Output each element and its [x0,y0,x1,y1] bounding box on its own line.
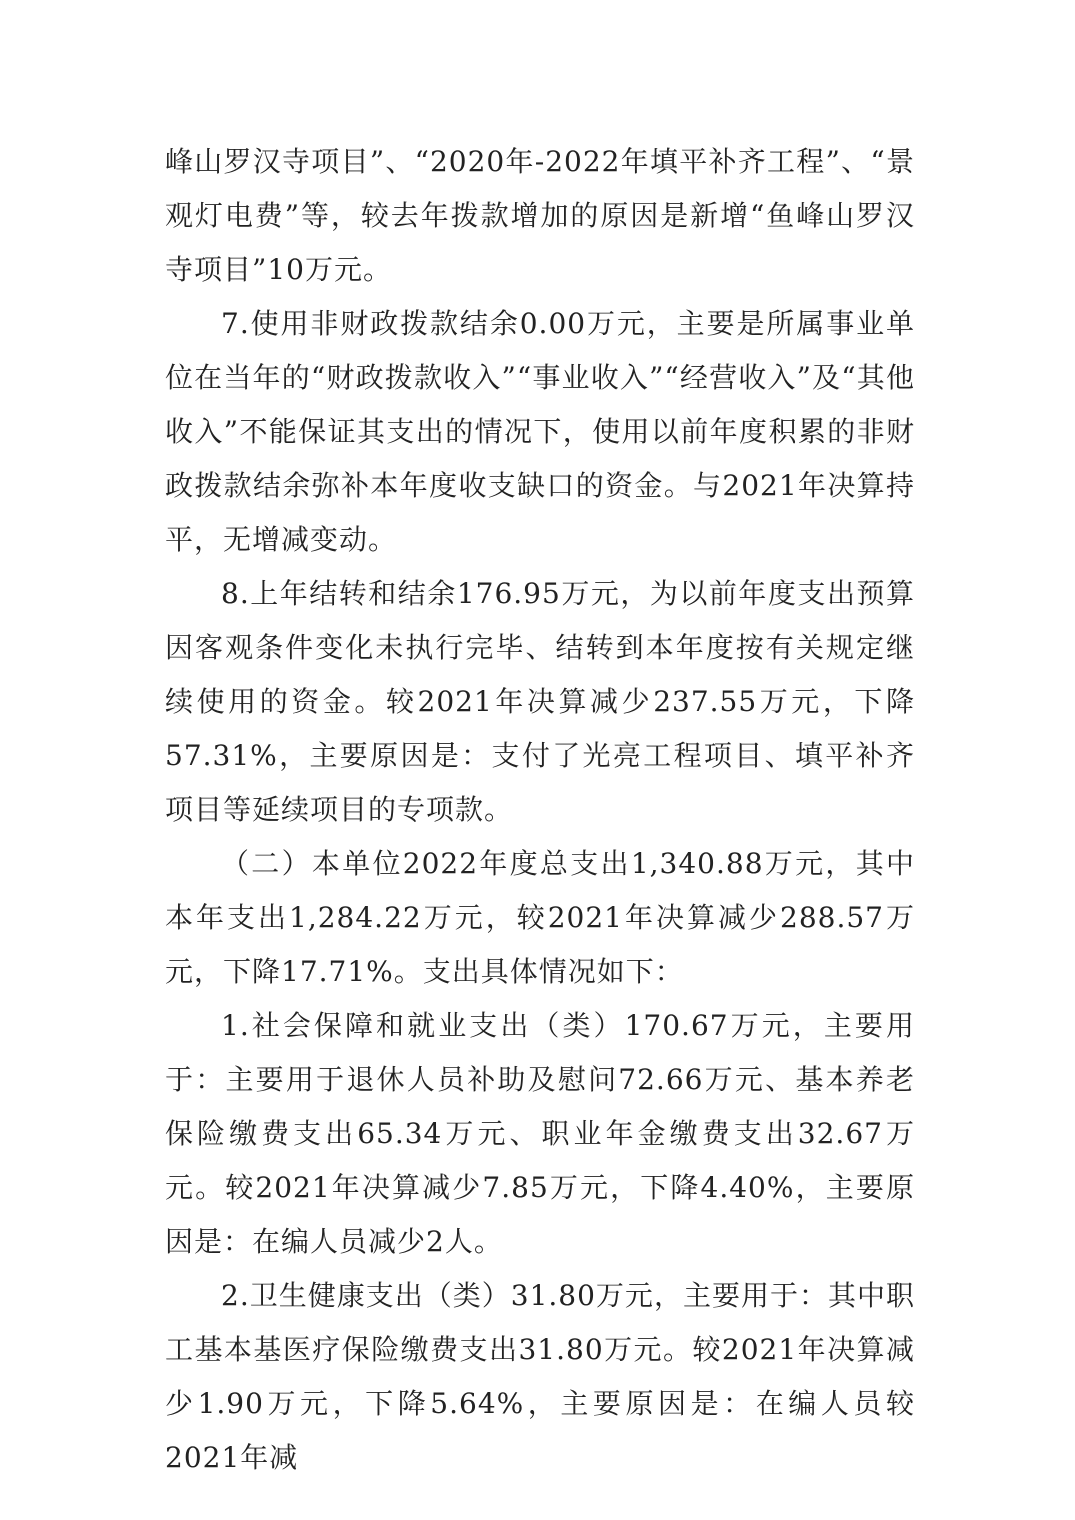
document-body [165,135,915,1485]
paragraph-section-2: （二）本单位2022年度总支出1,340.88万元，其中本年支出1,284.22万元，较2021年决算减少288.57万元，下降17.71%。支出具体情况如下： [165,847,915,988]
paragraph-continuation: 峰山罗汉寺项目”、“2020年-2022年填平补齐工程”、“景观灯电费”等，较去年拨款增加的原因是新增“鱼峰山罗汉寺项目”10万元。 [165,145,915,286]
paragraph-item-8: 8.上年结转和结余176.95万元，为以前年度支出预算因客观条件变化未执行完毕、结转到本年度按有关规定继续使用的资金。较2021年决算减少237.55万元，下降57.31%，主要原因是：支付了光亮工程项目、填平补齐项目等延续项目的专项款。 [165,577,915,826]
paragraph-expense-2: 2.卫生健康支出（类）31.80万元，主要用于：其中职工基本基医疗保险缴费支出31.80万元。较2021年决算减少1.90万元，下降5.64%，主要原因是：在编人员较2021年减 [165,1279,915,1474]
paragraph-expense-1: 1.社会保障和就业支出（类）170.67万元，主要用于：主要用于退休人员补助及慰问72.66万元、基本养老保险缴费支出65.34万元、职业年金缴费支出32.67万元。较2021年决算减少7.85万元，下降4.40%，主要原因是：在编人员减少2人。 [165,1009,915,1258]
paragraph-item-7: 7.使用非财政拨款结余0.00万元，主要是所属事业单位在当年的“财政拨款收入”“事业收入”“经营收入”及“其他收入”不能保证其支出的情况下，使用以前年度积累的非财政拨款结余弥补本年度收支缺口的资金。与2021年决算持平，无增减变动。 [165,307,915,556]
